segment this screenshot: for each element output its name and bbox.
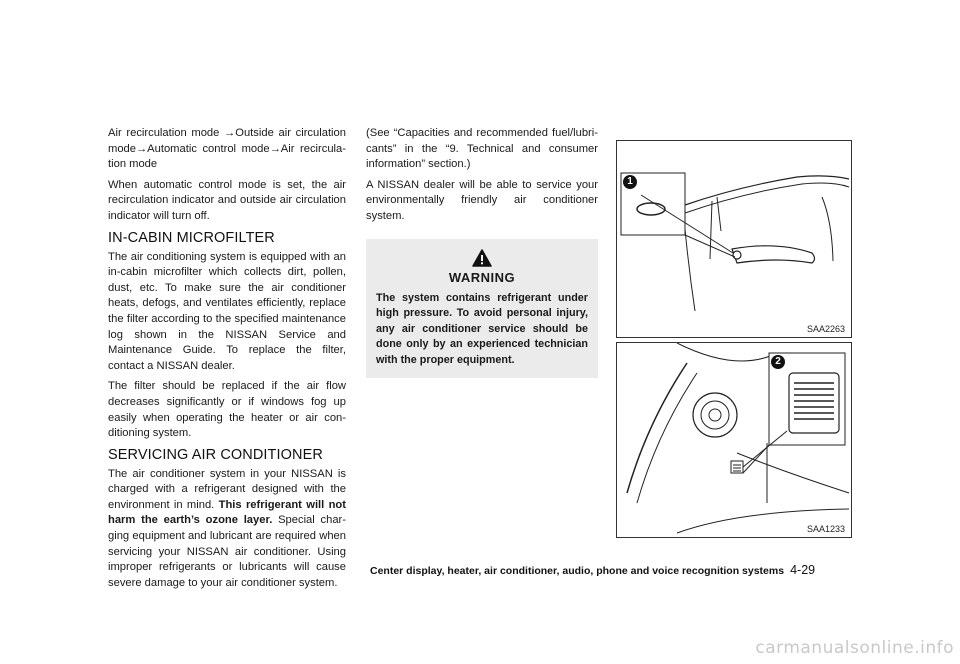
- refrigerant-text-c: Special char-ging equipment and lubricant are required when servicing your NISSAN air conditioner. Using improper refrigerants or lubricants will cause severe damage to your air conditioner system.: [108, 514, 346, 589]
- figure-windshield-sensor: [616, 140, 852, 338]
- page-number: 4-29: [790, 563, 816, 577]
- left-text-column: [108, 126, 346, 596]
- page-footer: [370, 563, 862, 577]
- watermark: [0, 638, 960, 664]
- auto-mode-paragraph: When automatic control mode is set, the air recirculation indicator and outside air circulation indicator will turn off.: [108, 178, 346, 222]
- figure-filter-location: [616, 342, 852, 538]
- heading-in-cabin-microfilter: IN-CABIN MICROFILTER: [108, 229, 275, 246]
- warning-text: The system contains refrigerant under high pressure. To avoid personal injury, any air conditioner service should be done only by an experienced technician with the proper equipment.: [376, 291, 588, 366]
- dashboard-illustration: [617, 343, 851, 537]
- capacities-reference-paragraph: (See “Capacities and recommended fuel/lubri-cants” in the “9. Technical and consumer information” section.): [366, 127, 598, 171]
- middle-text-column: [366, 126, 598, 378]
- dealer-service-paragraph: A NISSAN dealer will be able to service your environmentally friendly air conditioner system.: [366, 178, 598, 222]
- refrigerant-text-a: The air conditioner system in your NISSAN is charged with a refrigerant designed with the environment in mind.: [108, 467, 346, 511]
- refrigerant-paragraph: [108, 467, 346, 592]
- watermark-text: carmanualsonline.info: [755, 638, 954, 658]
- heading-servicing-air-conditioner: SERVICING AIR CONDITIONER: [108, 446, 323, 463]
- callout-1-badge: 1: [623, 175, 637, 189]
- mode-cycle-paragraph: Air recirculation mode →Outside air circulation mode→Automatic control mode→Air recircula-tion mode: [108, 127, 346, 171]
- footer-section-title: Center display, heater, air conditioner, audio, phone and voice recognition systems: [370, 565, 785, 577]
- windshield-illustration: [617, 141, 851, 337]
- warning-box: [366, 239, 598, 378]
- warning-title: [376, 249, 588, 285]
- callout-2-badge: 2: [771, 355, 785, 369]
- figure-caption-2: SAA1233: [806, 524, 845, 534]
- warning-title-text: WARNING: [448, 269, 516, 285]
- refrigerant-text-bold: This refrigerant will not harm the earth’s ozone layer.: [108, 498, 346, 527]
- figure-caption-1: SAA2263: [806, 324, 845, 334]
- warning-triangle-icon: [376, 249, 588, 267]
- filter-replace-paragraph: The filter should be replaced if the air flow decreases significantly or if windows fog up easily when operating the heater or air con-ditioning system.: [108, 380, 346, 440]
- microfilter-paragraph: The air conditioning system is equipped with an in-cabin microfilter which collects dirt, pollen, dust, etc. To make sure the air conditioner heats, defogs, and ventilates efficiently, replace the filter according to the specified maintenance log shown in the NISSAN Service and Maintenance Guide. To replace the filter, contact a NISSAN dealer.: [108, 250, 346, 372]
